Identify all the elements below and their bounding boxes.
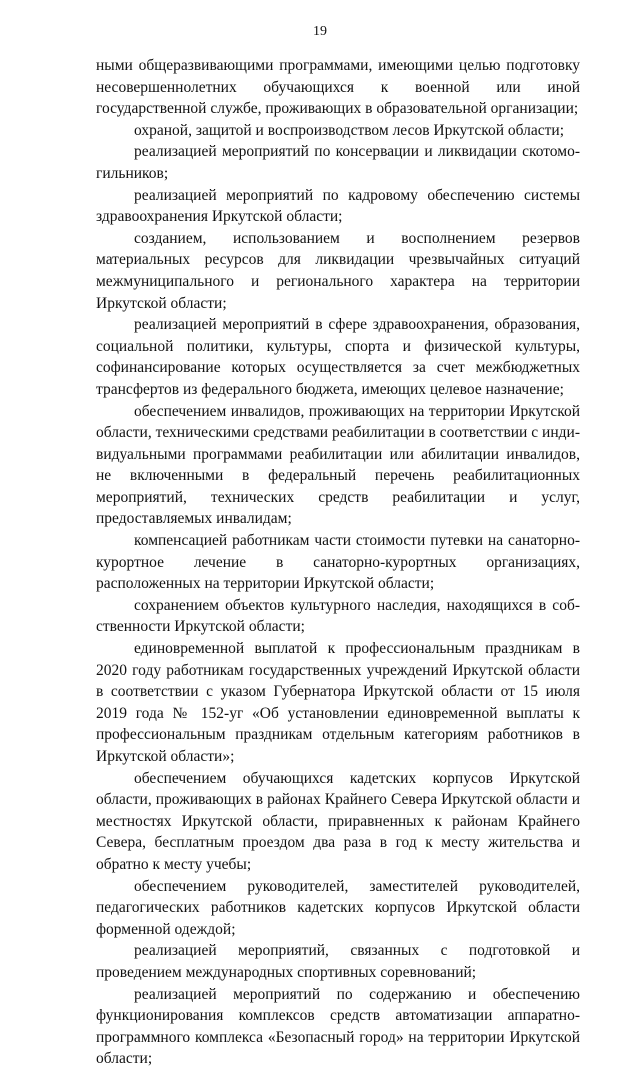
paragraph: реализацией мероприятий по содержанию и обеспечению функционирования комплексов средств автоматизации аппаратно-программного комплекса «Безопасный город» на территории Иркутской области;: [96, 985, 580, 1068]
paragraph: реализацией мероприятий по консервации и ликвидации скотомогильников;: [96, 143, 580, 182]
paragraph: ными общеразвивающими программами, имеющими целью подготовку несовершеннолетних обучающихся к военной или иной государственной службе, проживающих в образовательной организации;: [96, 57, 580, 118]
paragraph: компенсацией работникам части стоимости путевки на санаторно-курортное лечение в санаторно-курортных организациях, расположенных на территории Иркутской области;: [96, 532, 580, 593]
paragraph: обеспечением обучающихся кадетских корпусов Иркутской области, проживающих в районах Крайнего Севера Иркутской области и местностях Иркутской области, приравненных к районам Крайнего Севера, бесплатным проездом два раза в год к месту жительства и обратно к месту учебы;: [96, 769, 580, 873]
paragraph: реализацией мероприятий по кадровому обеспечению системы здравоохранения Иркутской области;: [96, 186, 580, 226]
paragraph: реализацией мероприятий, связанных с подготовкой и проведением международных спортивных соревнований;: [96, 942, 580, 981]
paragraph: охраной, защитой и воспроизводством лесов Иркутской области;: [134, 121, 565, 139]
paragraph: обеспечением инвалидов, проживающих на территории Иркутской области, техническими средствами реабилитации в соответствии с индивидуальными программами реабилитации или абилитации инвалидов, не включенными в федеральный перечень реабилитационных мероприятий, технических средств реабилитации и услуг, предоставляемых инвалидам;: [96, 402, 580, 528]
paragraph: реализацией мероприятий в сфере здравоохранения, образования, социальной политики, культуры, спорта и физической культуры, софинансирование которых осуществляется за счет межбюджетных трансфертов из федерального бюджета, имеющих целевое назначение;: [96, 316, 580, 398]
document-body: [96, 55, 580, 1070]
paragraph: обеспечением руководителей, заместителей руководителей, педагогических работников кадетских корпусов Иркутской области форменной одеждой;: [96, 877, 580, 938]
paragraph: сохранением объектов культурного наследия, находящихся в собственности Иркутской области;: [96, 596, 580, 636]
paragraph: созданием, использованием и восполнением резервов материальных ресурсов для ликвидации чрезвычайных ситуаций межмуниципального и регионального характера на территории Иркутской области;: [96, 229, 580, 312]
page-number: 19: [313, 24, 327, 39]
paragraph: единовременной выплатой к профессиональным праздникам в 2020 году работникам государственных учреждений Иркутской области в соответствии с указом Губернатора Иркутской области от 15 июля 2019 года № 152-уг «Об установлении единовременной выплаты к профессиональным праздникам отдельным категориям работников в Иркутской области»;: [96, 640, 580, 765]
